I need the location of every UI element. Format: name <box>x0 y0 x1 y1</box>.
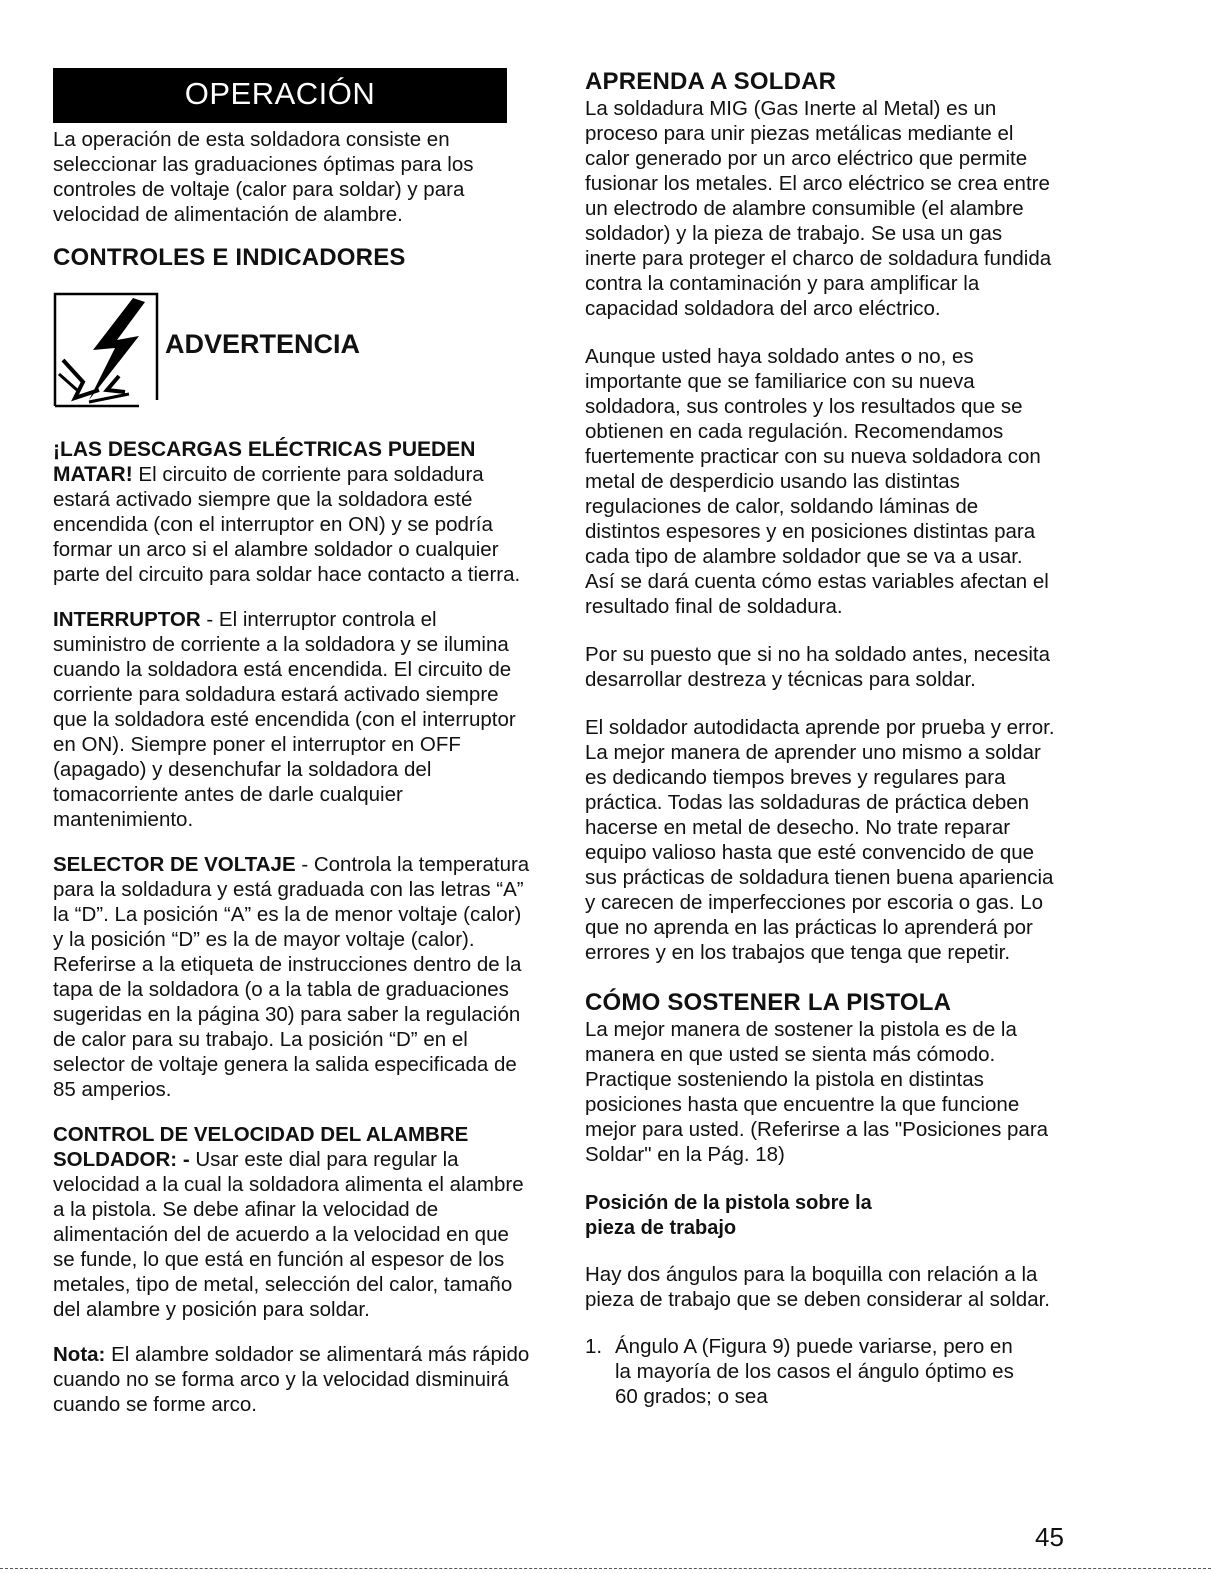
banner-underline <box>53 120 507 123</box>
voltage-text: - Controla la temperatura para la soldadura y está graduada con las letras “A” la “D”. La posición “A” es la de menor voltaje (calor) y la posición “D” es la de mayor voltaje (calor). Referirse a la etiqueta de instrucciones dentro de la tapa de la soldadora (o a la tabla de graduaciones sugeridas en la página 30) para saber la regulación de calor para su trabajo. La posición “D” en el selector de voltaje genera la salida especificada de 85 amperios. <box>53 853 530 1101</box>
gun-position-paragraph: Hay dos ángulos para la boquilla con relación a la pieza de trabajo que se deben considerar al soldar. <box>585 1263 1050 1311</box>
note-paragraph <box>53 1342 531 1417</box>
section-banner <box>53 68 507 120</box>
intro-paragraph: La operación de esta soldadora consiste en seleccionar las graduaciones óptimas para los controles de voltaje (calor para soldar) y para velocidad de alimentación de alambre. <box>53 128 474 226</box>
learn-heading: APRENDA A SOLDAR <box>585 68 837 95</box>
warning-title: ADVERTENCIA <box>165 328 361 359</box>
electric-shock-warning-icon <box>53 290 161 408</box>
gun-position-heading: Posición de la pistola sobre la pieza de trabajo <box>585 1192 872 1239</box>
list-item-text: Ángulo A (Figura 9) puede variarse, pero en la mayoría de los casos el ángulo óptimo es 60 grados; o sea <box>615 1335 1014 1408</box>
warning-block <box>53 290 531 408</box>
note-text: El alambre soldador se alimentará más rápido cuando no se forma arco y la velocidad disminuirá cuando se forme arco. <box>53 1343 530 1416</box>
shock-warning-heading: ¡LAS DESCARGAS ELÉCTRICAS PUEDEN MATAR! <box>53 438 476 486</box>
bottom-rule <box>0 1568 1211 1569</box>
learn-paragraph-2: Aunque usted haya soldado antes o no, es importante que se familiarice con su nueva soldadora, sus controles y los resultados que se obtienen en cada regulación. Recomendamos fuertemente practicar con su nueva soldadora con metal de desperdicio usando las distintas regulaciones de calor, soldando láminas de distintos espesores y en posiciones distintas para cada tipo de alambre soldador que se va a usar. Así se dará cuenta cómo estas variables afectan el resultado final de soldadura. <box>585 345 1049 618</box>
shock-warning-paragraph <box>53 437 531 587</box>
switch-paragraph <box>53 607 531 832</box>
left-column <box>53 68 531 1417</box>
voltage-label: SELECTOR DE VOLTAJE <box>53 853 296 876</box>
learn-paragraph-1: La soldadura MIG (Gas Inerte al Metal) es un proceso para unir piezas metálicas mediante el calor generado por un arco eléctrico que permite fusionar los metales. El arco eléctrico se crea entre un electrodo de alambre consumible (el alambre soldador) y la pieza de trabajo. Se usa un gas inerte para proteger el charco de soldadura fundida contra la contaminación y para amplificar la capacidad soldadora del arco eléctrico. <box>585 97 1052 320</box>
switch-label: INTERRUPTOR <box>53 608 201 631</box>
controls-heading: CONTROLES E INDICADORES <box>53 244 406 271</box>
wire-speed-text: Usar este dial para regular la velocidad a la cual la soldadora alimenta el alambre a la pistola. Se debe afinar la velocidad de alimentación del de acuerdo a la velocidad en que se funde, lo que está en función al espesor de los metales, tipo de metal, selección del calor, tamaño del alambre y posición para soldar. <box>53 1148 524 1321</box>
wire-speed-label: CONTROL DE VELOCIDAD DEL ALAMBRE SOLDADOR: - <box>53 1123 469 1171</box>
hold-gun-paragraph: La mejor manera de sostener la pistola es de la manera en que usted se sienta más cómodo. Practique sosteniendo la pistola en distintas posiciones hasta que encuentre la que funcione mejor para usted. (Referirse a las "Posiciones para Soldar" en la Pág. 18) <box>585 1018 1049 1166</box>
hold-gun-heading: CÓMO SOSTENER LA PISTOLA <box>585 989 952 1016</box>
voltage-paragraph <box>53 852 531 1102</box>
list-item <box>585 1334 1055 1409</box>
note-label: Nota: <box>53 1343 106 1366</box>
learn-paragraph-3: Por su puesto que si no ha soldado antes, necesita desarrollar destreza y técnicas para soldar. <box>585 643 1050 691</box>
learn-paragraph-4: El soldador autodidacta aprende por prueba y error. La mejor manera de aprender uno mismo a soldar es dedicando tiempos breves y regulares para práctica. Todas las soldaduras de práctica deben hacerse en metal de desecho. No trate reparar equipo valioso hasta que esté convencido de que sus prácticas de soldadura tienen buena apariencia y carecen de imperfecciones por escoria o gas. Lo que no aprenda en las prácticas lo aprenderá por errores y en los trabajos que tenga que repetir. <box>585 716 1055 964</box>
wire-speed-paragraph <box>53 1122 531 1322</box>
shock-warning-text: El circuito de corriente para soldadura estará activado siempre que la soldadora esté encendida (con el interruptor en ON) y se podría formar un arco si el alambre soldador o cualquier parte del circuito para soldar hace contacto a tierra. <box>53 463 521 586</box>
banner-title: OPERACIÓN <box>184 76 376 111</box>
list-item-number: 1. <box>585 1335 603 1358</box>
right-column <box>585 68 1055 1409</box>
page-number: 45 <box>1035 1522 1064 1552</box>
switch-text: - El interruptor controla el suministro de corriente a la soldadora y se ilumina cuando la soldadora está encendida. El circuito de corriente para soldadura estará activado siempre que la soldadora esté encendida (con el interruptor en ON). Siempre poner el interruptor en OFF (apagado) y desenchufar la soldadora del tomacorriente antes de darle cualquier mantenimiento. <box>53 608 516 831</box>
